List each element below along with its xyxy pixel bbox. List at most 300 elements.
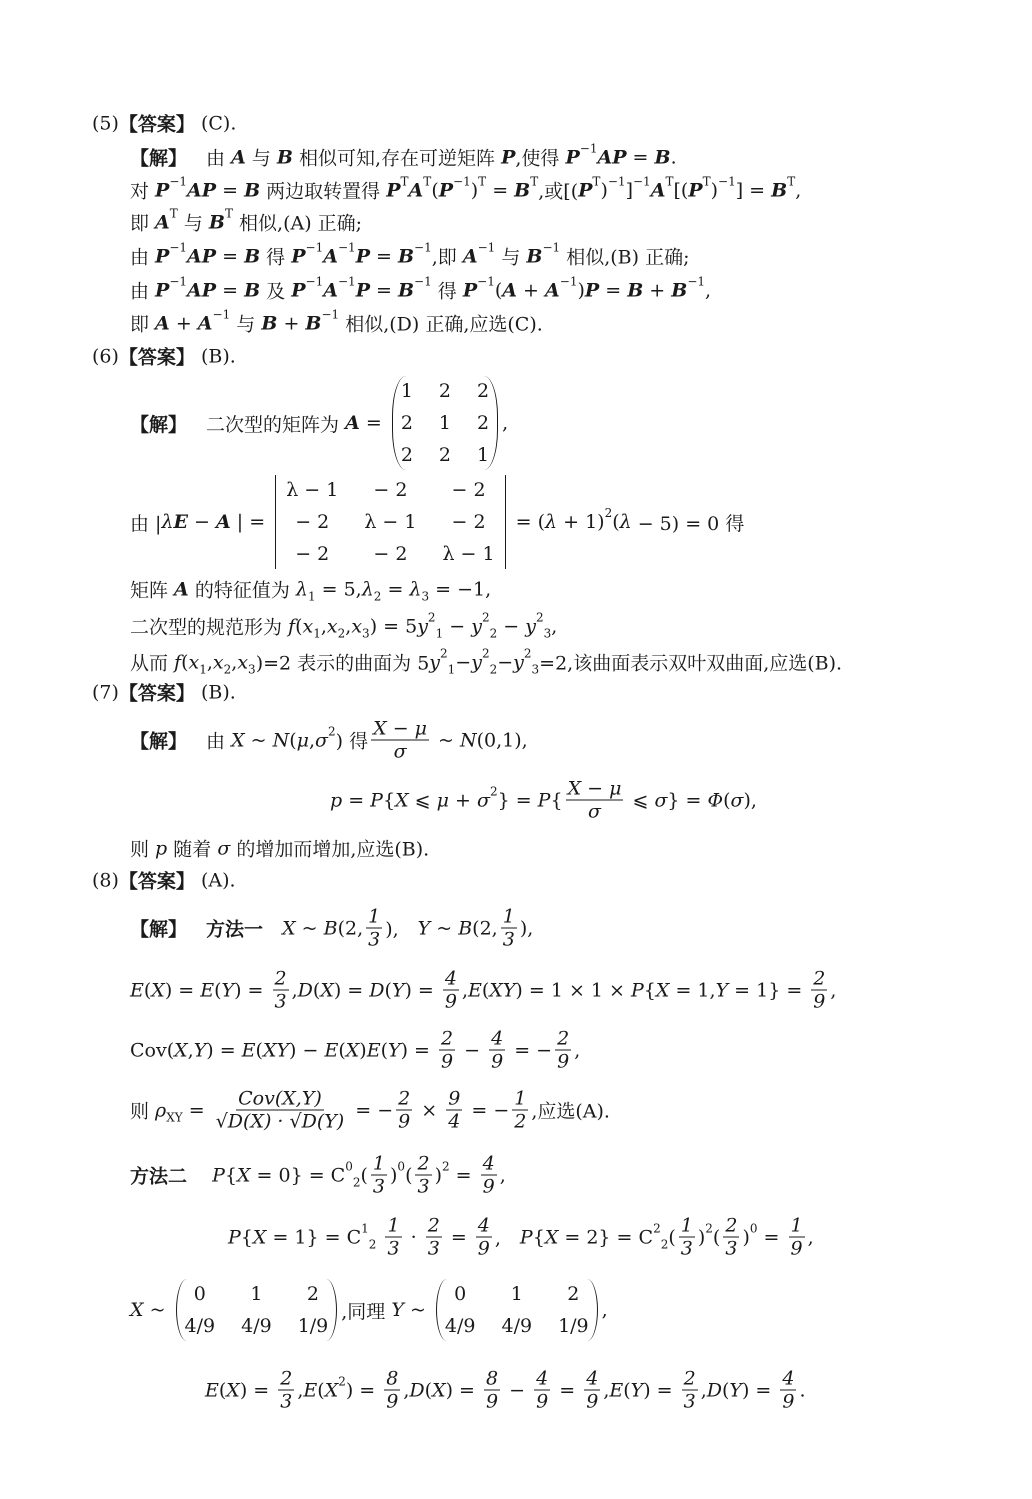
math-symbol: f: [174, 651, 182, 673]
bold-symbol: AP: [187, 279, 217, 301]
denominator: √D(X) · √D(Y): [215, 1110, 345, 1133]
math-symbol: P: [212, 1164, 225, 1186]
text: ) =: [164, 979, 201, 1001]
math-symbol: X: [226, 1379, 240, 1401]
math-symbol: X: [345, 1039, 360, 1061]
superscript: −1: [414, 240, 432, 254]
matrix-cell: − 2: [295, 511, 330, 533]
numerator: 4: [536, 1367, 549, 1390]
fraction: [679, 1215, 695, 1260]
text: = (: [509, 511, 546, 533]
subscript: 2: [223, 662, 232, 676]
text: ,: [700, 1379, 707, 1401]
math-symbol: p: [155, 837, 168, 859]
matrix-cell: 1/9: [297, 1315, 329, 1337]
text: ),: [743, 789, 757, 811]
text: ·: [404, 1226, 423, 1248]
superscript: T: [592, 174, 601, 188]
text: −: [443, 615, 472, 637]
math-symbol: μ: [436, 789, 449, 811]
text: 由 |: [130, 512, 162, 535]
superscript: 0: [345, 1159, 353, 1173]
text: (5): [92, 112, 119, 134]
matrix-cell: 4/9: [501, 1315, 533, 1337]
denominator: 9: [491, 1050, 504, 1073]
text: ) 得: [335, 730, 369, 753]
bold-symbol: B: [397, 279, 415, 301]
section-label: 【解】: [130, 918, 188, 941]
text: ] =: [735, 179, 772, 201]
line-content: [130, 718, 528, 763]
text: ): [390, 1164, 398, 1186]
text: (B).: [194, 681, 236, 703]
text: ) =: [643, 1379, 679, 1401]
text: −: [455, 651, 472, 673]
text: −: [458, 1039, 487, 1061]
numerator: 2: [440, 1027, 454, 1050]
text: | =: [230, 511, 272, 533]
bold-symbol: B: [514, 179, 531, 201]
line-content: [130, 274, 712, 304]
bold-symbol: AP: [187, 179, 217, 201]
section-label: 【答案】: [118, 113, 195, 136]
superscript: 0: [749, 1221, 758, 1235]
bold-symbol: A: [323, 245, 338, 267]
section-label: 方法二: [130, 1165, 188, 1188]
bold-symbol: P: [565, 146, 580, 168]
math-symbol: X: [320, 979, 334, 1001]
text: 与: [495, 246, 527, 269]
text: )=2 表示的曲面为 5: [255, 652, 430, 675]
superscript: −1: [169, 274, 188, 288]
text: ) =: [234, 979, 270, 1001]
numerator: 1: [680, 1214, 693, 1237]
text: [187, 1162, 212, 1189]
math-symbol: X: [174, 1039, 188, 1061]
text: ,: [601, 1299, 608, 1321]
text: (7): [92, 681, 119, 703]
math-symbol: X: [236, 1164, 251, 1186]
text: ,: [574, 1039, 581, 1061]
text: ,: [795, 179, 802, 201]
text: +: [448, 789, 477, 811]
superscript: −1: [559, 274, 578, 288]
denominator: 3: [417, 1175, 430, 1198]
subscript: 1: [447, 662, 456, 676]
subscript: 3: [531, 662, 540, 676]
math-symbol: Y: [715, 979, 729, 1001]
matrix-cell: 0: [454, 1283, 467, 1305]
line-content: [92, 867, 236, 894]
math-symbol: x: [302, 615, 314, 637]
text: = 1,: [669, 979, 716, 1001]
bold-symbol: E: [173, 511, 188, 533]
subscript: 2: [368, 1237, 377, 1251]
matrix-cell: 2: [400, 412, 413, 434]
text: +: [517, 279, 546, 301]
section-label: 【答案】: [118, 870, 195, 893]
text: .: [799, 1379, 806, 1401]
text: 则: [130, 838, 156, 861]
text: {: [382, 789, 396, 811]
text: ⩽: [408, 789, 437, 811]
matrix-cell: − 2: [451, 511, 486, 533]
text: {: [550, 789, 563, 811]
subscript: 1: [313, 626, 321, 640]
superscript: −1: [687, 274, 706, 288]
bold-symbol: P: [155, 279, 170, 301]
text: (0,1),: [476, 729, 528, 751]
text: ,或[(: [538, 180, 579, 203]
line-content: [130, 206, 363, 236]
text: ): [600, 179, 608, 201]
bold-symbol: P: [438, 179, 454, 201]
bold-symbol: A: [502, 279, 518, 301]
superscript: −1: [169, 240, 188, 254]
matrix-cell: λ − 1: [286, 479, 339, 501]
bold-symbol: B: [526, 245, 543, 267]
text: =2,该曲面表示双叶双曲面,应选(B).: [539, 652, 843, 675]
line-content: [92, 110, 236, 137]
text: 由: [130, 280, 156, 303]
text: = 1} = C: [266, 1226, 362, 1248]
line-content: [130, 174, 802, 204]
bold-symbol: P: [155, 245, 170, 267]
line-content: [130, 906, 533, 951]
numerator: 1: [387, 1214, 400, 1237]
line-content: [130, 307, 543, 337]
matrix-cell: 1: [400, 380, 413, 402]
math-symbol: D: [297, 979, 313, 1001]
section-label: 【解】: [130, 147, 188, 170]
text: 相似,(B) 正确;: [560, 246, 690, 269]
superscript: T: [400, 174, 409, 188]
superscript: 2: [481, 646, 490, 660]
text: (: [722, 1379, 730, 1401]
bold-symbol: P: [355, 279, 370, 301]
fraction: [780, 1368, 796, 1413]
text: 的增加而增加,应选(B).: [230, 838, 430, 861]
subscript: 3: [421, 589, 430, 603]
text: (: [338, 1039, 346, 1061]
math-symbol: E: [324, 1039, 339, 1061]
text: =: [216, 179, 245, 201]
fraction: [443, 968, 459, 1013]
denominator: 3: [274, 990, 287, 1013]
denominator: 9: [440, 1050, 454, 1073]
numerator: X − μ: [373, 717, 427, 740]
text: (: [380, 1039, 389, 1061]
text: .: [670, 146, 677, 168]
superscript: 2: [523, 646, 532, 660]
text: ) −: [289, 1039, 325, 1061]
math-symbol: X: [252, 1226, 267, 1248]
math-symbol: y: [471, 615, 482, 637]
line-content: [130, 835, 429, 862]
line-content: [130, 1028, 580, 1073]
text: ): [697, 1226, 706, 1248]
line-content: [130, 646, 843, 676]
denominator: 9: [557, 1050, 570, 1073]
math-symbol: Y: [388, 1039, 401, 1061]
denominator: 9: [782, 1390, 795, 1413]
math-symbol: Y: [391, 1299, 404, 1321]
subscript: 2: [489, 662, 498, 676]
bold-symbol: P: [462, 279, 478, 301]
math-symbol: y: [417, 615, 428, 637]
bold-symbol: B: [244, 179, 261, 201]
fraction: [415, 1153, 431, 1198]
superscript: −1: [305, 240, 324, 254]
bold-symbol: P: [584, 279, 600, 301]
denominator: 3: [427, 1237, 440, 1260]
fraction: [396, 1088, 412, 1133]
fraction: [278, 1368, 294, 1413]
superscript: T: [169, 206, 178, 220]
fraction: [566, 778, 624, 823]
math-symbol: Y: [729, 1379, 742, 1401]
text: } =: [497, 789, 538, 811]
text: ): [470, 179, 479, 201]
text: ): [710, 179, 719, 201]
numerator: 9: [448, 1087, 461, 1110]
superscript: −1: [337, 274, 356, 288]
text: (: [481, 979, 490, 1001]
text: (: [424, 1379, 433, 1401]
fraction: [426, 1215, 442, 1260]
text: ): [434, 1164, 442, 1186]
bold-symbol: B: [305, 312, 322, 334]
numerator: 2: [398, 1087, 411, 1110]
fraction: [501, 906, 517, 951]
math-symbol: P: [631, 979, 644, 1001]
superscript: −1: [321, 307, 340, 321]
text: =: [369, 279, 398, 301]
text: ,: [705, 279, 712, 301]
text: ) =: [239, 1379, 276, 1401]
matrix-cell: 1: [510, 1283, 523, 1305]
text: ~: [430, 917, 459, 939]
bold-symbol: P: [355, 245, 370, 267]
fraction: [811, 968, 827, 1013]
line-content: [130, 1279, 608, 1341]
text: 与: [245, 147, 277, 170]
text: =: [369, 245, 398, 267]
text: ) =: [333, 979, 370, 1001]
text: =: [359, 412, 388, 434]
superscript: −1: [169, 174, 188, 188]
text: (: [360, 1164, 368, 1186]
matrix-cell: 1/9: [558, 1315, 589, 1337]
matrix-cell: 4/9: [444, 1315, 476, 1337]
text: ×: [415, 1099, 444, 1121]
superscript: T: [787, 174, 796, 188]
math-symbol: D: [706, 1379, 722, 1401]
text: (B).: [194, 345, 236, 367]
denominator: 9: [477, 1237, 490, 1260]
math-symbol: X: [130, 1299, 144, 1321]
text: ,: [291, 979, 298, 1001]
numerator: 8: [486, 1367, 499, 1390]
bold-symbol: P: [386, 179, 401, 201]
bold-symbol: B: [244, 245, 261, 267]
math-symbol: Y: [193, 1039, 207, 1061]
fraction: [214, 1088, 347, 1133]
matrix-cell: − 2: [295, 543, 330, 565]
section-label: 方法一: [206, 918, 264, 941]
text: +: [277, 312, 306, 334]
superscript: 0: [397, 1159, 406, 1173]
denominator: 3: [725, 1237, 738, 1260]
text: = 0} = C: [250, 1164, 346, 1186]
text: ,: [603, 1379, 610, 1401]
text: ~: [143, 1299, 172, 1321]
text: ,应选(A).: [531, 1100, 610, 1123]
text: (: [623, 1379, 631, 1401]
text: 则: [130, 1100, 156, 1123]
math-symbol: Y: [417, 917, 431, 939]
superscript: −1: [414, 274, 432, 288]
superscript: −1: [305, 274, 324, 288]
section-label: 【解】: [130, 413, 188, 436]
text: 即: [130, 313, 156, 336]
text: ~: [295, 917, 324, 939]
math-symbol: X: [655, 979, 670, 1001]
math-symbol: Y: [221, 979, 235, 1001]
math-symbol: λ: [619, 511, 632, 533]
text: ) =: [400, 1039, 436, 1061]
text: +: [643, 279, 672, 301]
fraction: [385, 1215, 401, 1260]
math-symbol: XY: [262, 1039, 290, 1061]
fraction: [439, 1028, 455, 1073]
bold-symbol: A: [650, 179, 666, 201]
text: 的特征值为: [188, 579, 296, 602]
text: ,: [206, 651, 213, 673]
math-symbol: x: [326, 615, 338, 637]
bold-symbol: P: [291, 279, 306, 301]
math-symbol: X: [151, 979, 165, 1001]
matrix: [176, 1279, 338, 1341]
text: 及: [260, 280, 292, 303]
bold-symbol: A: [462, 245, 478, 267]
numerator: 4: [782, 1367, 795, 1390]
denominator: 2: [514, 1110, 527, 1133]
subscript: 1: [199, 662, 207, 676]
text: [(: [673, 179, 689, 201]
math-symbol: D: [409, 1379, 425, 1401]
superscript: −1: [542, 240, 561, 254]
fraction: [371, 718, 429, 763]
numerator: Cov(X,Y): [238, 1087, 322, 1110]
math-symbol: E: [609, 1379, 624, 1401]
math-symbol: p: [330, 789, 343, 811]
text: ~: [432, 729, 460, 751]
text: 两边取转置得: [260, 180, 387, 203]
numerator: 1: [514, 1087, 527, 1110]
numerator: 2: [683, 1367, 696, 1390]
text: 即: [130, 212, 156, 235]
fraction: [723, 1215, 739, 1260]
text: =: [449, 1164, 478, 1186]
text: = 1} =: [728, 979, 809, 1001]
line-content: [130, 1153, 506, 1198]
math-symbol: E: [468, 979, 482, 1001]
text: 相似,(D) 正确,应选(C).: [339, 313, 543, 336]
text: ]: [625, 179, 633, 201]
text: =: [216, 245, 245, 267]
math-symbol: ρ: [155, 1099, 167, 1121]
line-content: [130, 240, 690, 270]
text: 与: [177, 212, 209, 235]
text: (6): [92, 345, 119, 367]
text: 与: [230, 313, 262, 336]
math-symbol: XY: [489, 979, 516, 1001]
text: =: [444, 1226, 473, 1248]
text: ) = 5: [369, 615, 418, 637]
line-content: [130, 475, 744, 569]
text: 由: [187, 730, 232, 753]
fraction: [489, 1028, 505, 1073]
math-symbol: E: [241, 1039, 256, 1061]
text: (: [218, 1379, 227, 1401]
bold-symbol: B: [771, 179, 788, 201]
math-symbol: x: [351, 615, 363, 637]
text: [187, 915, 206, 942]
text: ,: [309, 729, 316, 751]
bold-symbol: P: [155, 179, 170, 201]
bold-symbol: P: [578, 179, 593, 201]
math-symbol: N: [272, 729, 290, 751]
math-symbol: D: [369, 979, 385, 1001]
text: ,: [807, 1226, 814, 1248]
matrix-cell: λ − 1: [442, 543, 495, 565]
text: 由: [130, 246, 156, 269]
text: ): [359, 1039, 367, 1061]
text: + 1): [557, 511, 605, 533]
denominator: σ: [588, 800, 601, 823]
matrix-cell: 2: [477, 412, 490, 434]
section-label: 【答案】: [118, 346, 195, 369]
text: 得: [260, 246, 292, 269]
text: =: [626, 146, 655, 168]
text: −: [497, 615, 526, 637]
bold-symbol: B: [671, 279, 688, 301]
text: =: [381, 578, 410, 600]
math-symbol: X: [282, 917, 296, 939]
text: (: [312, 979, 321, 1001]
math-symbol: B: [458, 917, 473, 939]
superscript: −1: [718, 174, 736, 188]
bold-symbol: B: [654, 146, 671, 168]
text: (: [494, 279, 503, 301]
math-symbol: P: [228, 1226, 241, 1248]
denominator: 3: [683, 1390, 696, 1413]
denominator: 3: [372, 1175, 385, 1198]
denominator: 9: [444, 990, 457, 1013]
bold-symbol: A: [197, 312, 213, 334]
matrix-cell: 2: [477, 380, 490, 402]
matrix-cell: − 2: [451, 479, 486, 501]
bold-symbol: A: [323, 279, 338, 301]
math-symbol: Φ: [707, 789, 724, 811]
fraction: [446, 1088, 462, 1133]
numerator: 2: [813, 967, 826, 990]
matrix-cell: 2: [438, 380, 451, 402]
superscript: −1: [337, 240, 356, 254]
text: = 2} = C: [558, 1226, 654, 1248]
math-symbol: E: [200, 979, 215, 1001]
